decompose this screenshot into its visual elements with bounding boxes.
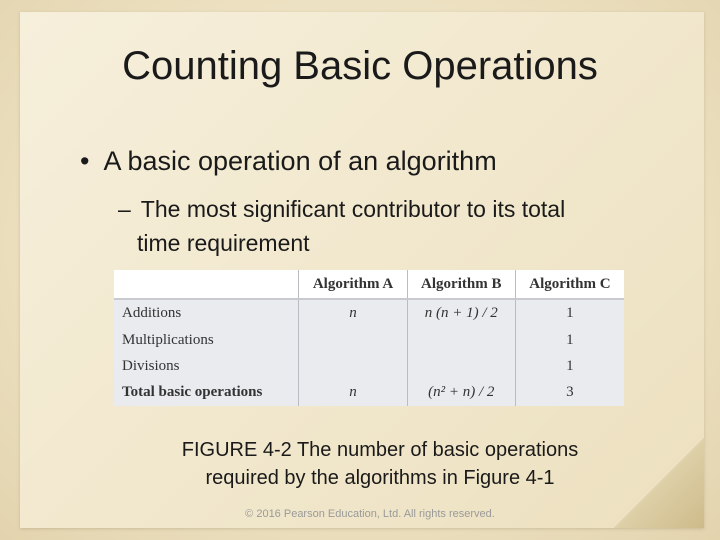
bullet-text: A basic operation of an algorithm xyxy=(103,146,497,176)
row-label: Multiplications xyxy=(122,331,214,348)
cell-algorithm-a xyxy=(299,353,407,379)
cell-algorithm-b: n (n + 1) / 2 xyxy=(407,299,515,327)
table-header-cell: Algorithm C xyxy=(515,270,624,299)
slide-title: Counting Basic Operations xyxy=(122,44,598,88)
table-row xyxy=(114,353,624,379)
bullet-marker: • xyxy=(80,146,90,176)
table-header-row xyxy=(114,270,624,299)
caption-line2: required by the algorithms in Figure 4-1 xyxy=(205,467,555,489)
table-row xyxy=(114,380,624,406)
sub-bullet-line2: time requirement xyxy=(137,230,310,256)
cell-algorithm-b xyxy=(407,353,515,379)
cell-algorithm-c: 1 xyxy=(515,327,624,353)
table-header-cell: Algorithm B xyxy=(407,270,515,299)
cell-algorithm-a: n xyxy=(299,380,407,406)
cell-algorithm-a xyxy=(299,327,407,353)
row-label: Divisions xyxy=(122,357,180,374)
table-header-cell: Algorithm A xyxy=(299,270,407,299)
operations-table xyxy=(114,270,624,406)
table-header-cell xyxy=(114,270,299,299)
sub-bullet-marker: – xyxy=(118,196,131,222)
sub-bullet-line1: The most significant contributor to its total xyxy=(140,196,566,222)
row-label: Additions xyxy=(122,304,182,321)
figure-caption xyxy=(0,436,720,492)
table-row xyxy=(114,299,624,327)
sub-bullet-item xyxy=(118,192,565,260)
cell-algorithm-c: 1 xyxy=(515,353,624,379)
cell-algorithm-b xyxy=(407,327,515,353)
caption-line1: FIGURE 4-2 The number of basic operations xyxy=(181,439,579,461)
cell-algorithm-a: n xyxy=(299,299,407,327)
cell-algorithm-c: 1 xyxy=(515,299,624,327)
row-label: Total basic operations xyxy=(122,384,263,401)
copyright-notice: © 2016 Pearson Education, Ltd. All rights reserved. xyxy=(245,508,495,520)
cell-algorithm-c: 3 xyxy=(515,380,624,406)
table-row xyxy=(114,327,624,353)
bullet-item xyxy=(80,146,497,177)
cell-algorithm-b: (n² + n) / 2 xyxy=(407,380,515,406)
